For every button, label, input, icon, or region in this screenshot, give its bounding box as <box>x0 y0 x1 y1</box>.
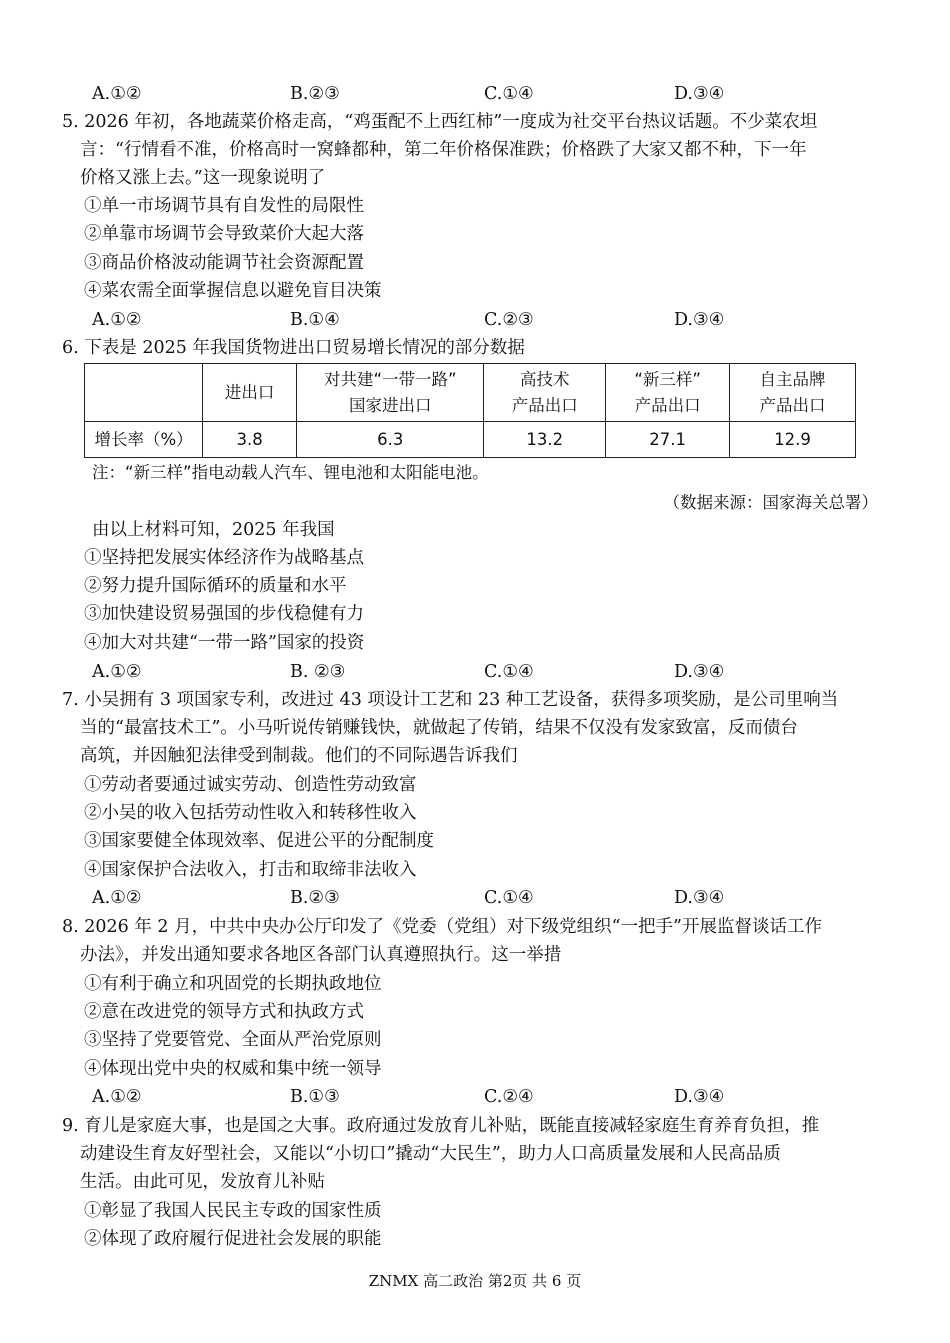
q6-choice-a: A.①② <box>92 662 142 682</box>
q5-option-2: ②单靠市场调节会导致菜价大起大落 <box>84 224 364 244</box>
q8-stem-line-1: 8. 2026 年 2 月，中共中央办公厅印发了《党委（党组）对下级党组织“一把手”开展监督谈话工作 <box>62 917 823 937</box>
table-header-5: 自主品牌 产品出口 <box>730 364 856 422</box>
page-footer: ZNMX 高二政治 第2页 共 6 页 <box>368 1272 582 1290</box>
q6-choice-d: D.③④ <box>674 662 725 682</box>
q8-choice-a: A.①② <box>92 1087 142 1107</box>
q7-choice-a: A.①② <box>92 888 142 908</box>
q4-choice-c: C.①④ <box>484 84 534 104</box>
q7-stem-line-2: 当的“最富技术工”。小马听说传销赚钱快，就做起了传销，结果不仅没有发家致富，反而债台 <box>80 718 798 738</box>
q5-stem-line-1: 5. 2026 年初，各地蔬菜价格走高，“鸡蛋配不上西红柿”一度成为社交平台热议话题。不少菜农坦 <box>62 112 818 132</box>
q8-option-2: ②意在改进党的领导方式和执政方式 <box>84 1002 364 1022</box>
q6-choice-b: B. ②③ <box>290 662 346 682</box>
q9-option-1: ①彰显了我国人民民主专政的国家性质 <box>84 1201 382 1221</box>
table-cell: 27.1 <box>606 422 730 458</box>
q5-option-4: ④菜农需全面掌握信息以避免盲目决策 <box>84 281 382 301</box>
q5-choice-c: C.②③ <box>484 310 534 330</box>
q7-choice-c: C.①④ <box>484 888 534 908</box>
q7-stem-line-1: 7. 小吴拥有 3 项国家专利，改进过 43 项设计工艺和 23 种工艺设备，获得多项奖励，是公司里响当 <box>62 690 839 710</box>
table-cell: 12.9 <box>730 422 856 458</box>
q4-choice-a: A.①② <box>92 84 142 104</box>
q8-option-1: ①有利于确立和巩固党的长期执政地位 <box>84 974 382 994</box>
q9-stem-line-2: 动建设生育友好型社会，又能以“小切口”撬动“大民生”，助力人口高质量发展和人民高品质 <box>80 1144 781 1164</box>
q7-choice-b: B.②③ <box>290 888 340 908</box>
table-cell: 13.2 <box>484 422 606 458</box>
q6-choice-c: C.①④ <box>484 662 534 682</box>
trade-growth-table <box>84 363 856 458</box>
q8-choice-c: C.②④ <box>484 1087 534 1107</box>
q5-stem-line-3: 价格又涨上去。”这一现象说明了 <box>80 168 326 188</box>
q6-option-3: ③加快建设贸易强国的步伐稳健有力 <box>84 604 364 624</box>
q4-choice-b: B.②③ <box>290 84 340 104</box>
q5-choice-b: B.①④ <box>290 310 340 330</box>
table-header-2: 对共建“一带一路” 国家进出口 <box>297 364 484 422</box>
q7-option-4: ④国家保护合法收入，打击和取缔非法收入 <box>84 860 417 880</box>
q5-stem-line-2: 言：“行情看不准，价格高时一窝蜂都种，第二年价格保准跌；价格跌了大家又都不种，下一年 <box>80 140 807 160</box>
q5-option-1: ①单一市场调节具有自发性的局限性 <box>84 196 364 216</box>
q7-option-2: ②小吴的收入包括劳动性收入和转移性收入 <box>84 803 417 823</box>
table-row <box>85 422 856 458</box>
table-header-3: 高技术 产品出口 <box>484 364 606 422</box>
q7-option-3: ③国家要健全体现效率、促进公平的分配制度 <box>84 831 434 851</box>
q5-choice-d: D.③④ <box>674 310 725 330</box>
q9-stem-line-1: 9. 育儿是家庭大事，也是国之大事。政府通过发放育儿补贴，既能直接减轻家庭生育养育负担，推 <box>62 1116 820 1136</box>
q7-stem-line-3: 高筑，并因触犯法律受到制裁。他们的不同际遇告诉我们 <box>80 746 518 766</box>
table-row-label: 增长率（%） <box>85 422 203 458</box>
q5-option-3: ③商品价格波动能调节社会资源配置 <box>84 253 364 273</box>
q4-choice-d: D.③④ <box>674 84 725 104</box>
q5-choice-a: A.①② <box>92 310 142 330</box>
q8-stem-line-2: 办法》，并发出通知要求各地区各部门认真遵照执行。这一举措 <box>80 945 562 965</box>
q8-choice-b: B.①③ <box>290 1087 340 1107</box>
q6-option-1: ①坚持把发展实体经济作为战略基点 <box>84 548 364 568</box>
table-header-row <box>85 364 856 422</box>
q6-option-4: ④加大对共建“一带一路”国家的投资 <box>84 633 365 653</box>
q7-choice-d: D.③④ <box>674 888 725 908</box>
q9-stem-line-3: 生活。由此可见，发放育儿补贴 <box>80 1172 325 1192</box>
table-cell: 3.8 <box>203 422 297 458</box>
q6-stem-line-1: 6. 下表是 2025 年我国货物进出口贸易增长情况的部分数据 <box>62 338 525 358</box>
q7-option-1: ①劳动者要通过诚实劳动、创造性劳动致富 <box>84 775 417 795</box>
q6-lead: 由以上材料可知，2025 年我国 <box>92 520 335 540</box>
q6-option-2: ②努力提升国际循环的质量和水平 <box>84 576 347 596</box>
q8-choice-d: D.③④ <box>674 1087 725 1107</box>
table-cell: 6.3 <box>297 422 484 458</box>
table-header-1: 进出口 <box>203 364 297 422</box>
q8-option-3: ③坚持了党要管党、全面从严治党原则 <box>84 1030 382 1050</box>
q8-option-4: ④体现出党中央的权威和集中统一领导 <box>84 1059 382 1079</box>
table-note: 注：“新三样”指电动载人汽车、锂电池和太阳能电池。 <box>92 463 489 482</box>
table-header-4: “新三样” 产品出口 <box>606 364 730 422</box>
q9-option-2: ②体现了政府履行促进社会发展的职能 <box>84 1229 382 1249</box>
table-corner-cell <box>85 364 203 422</box>
data-source: （数据来源：国家海关总署） <box>663 493 878 512</box>
